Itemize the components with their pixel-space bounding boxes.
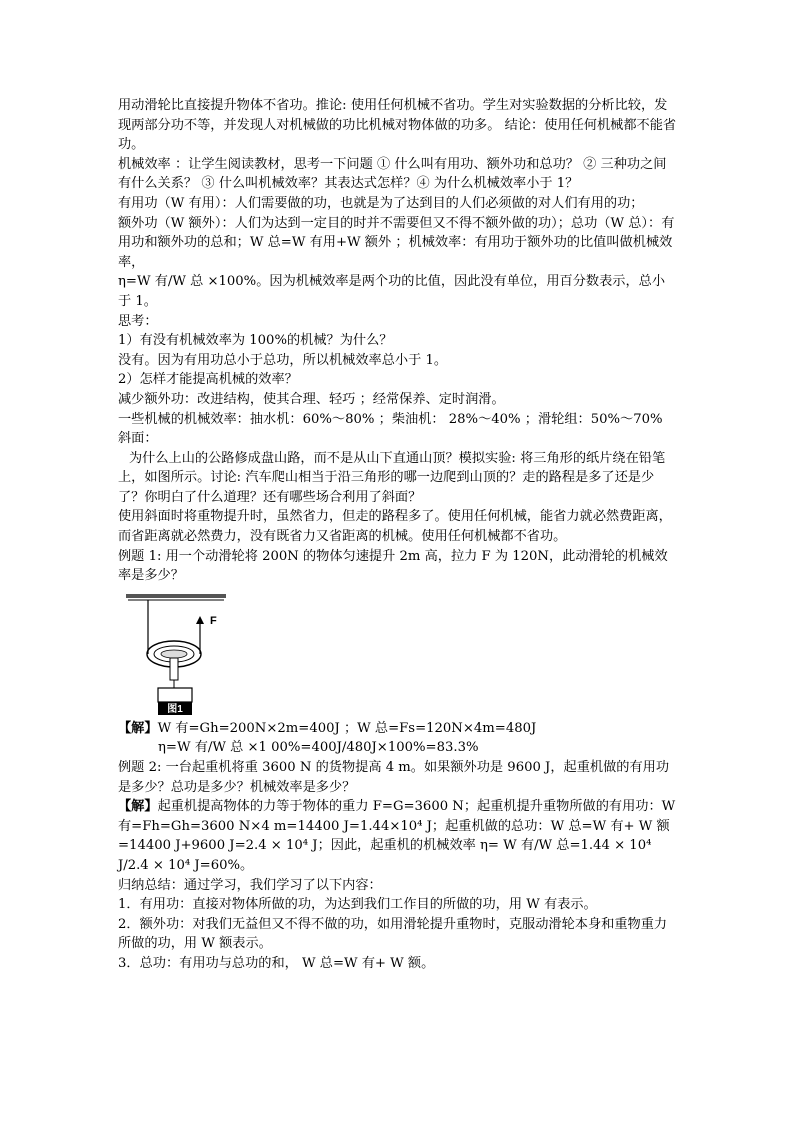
force-arrow bbox=[196, 616, 204, 624]
example-2: 例题 2: 一台起重机将重 3600 N 的货物提高 4 m。如果额外功是 9600 J，起重机做的有用功是多少？总功是多少？机械效率是多少？ bbox=[118, 760, 670, 795]
solution-label: 【解】 bbox=[118, 720, 158, 736]
incline-conclusion: 使用斜面时将重物提升时，虽然省力，但走的路程多了。使用任何机械，能省力就必然费距离，而省距离就必然费力，没有既省力又省距离的机械。使用任何机械都不省功。 bbox=[118, 509, 672, 545]
document-page bbox=[118, 96, 678, 974]
example-1: 例题 1: 用一个动滑轮将 200N 的物体匀速提升 2m 高，拉力 F 为 120N，此动滑轮的机械效率是多少？ bbox=[118, 548, 668, 584]
solution-1-line-2: η=W 有/W 总 ×1 00%=400J/480J×100%=83.3% bbox=[158, 740, 479, 756]
solution-2 bbox=[118, 797, 678, 875]
summary-item-1: 1．有用功：直接对物体所做的功，为达到我们工作目的所做的功，用 W 有表示。 bbox=[118, 897, 597, 913]
solution-2-body: 起重机提高物体的力等于物体的重力 F=G=3600 N；起重机提升重物所做的有用功：W 有=Fh=Gh=3600 N×4 m=14400 J=1.44×10⁴ J；起重机做的总功：W 总=W 有+ W 额=14400 J+9600 J=2.4 × 10⁴ J；因此，起重机的机械效率 η= W 有/W 总=1.44 × 10⁴ J/2.4 × 10⁴ J=60%。 bbox=[118, 799, 676, 873]
pulley-diagram bbox=[118, 592, 228, 717]
solution-label: 【解】 bbox=[118, 799, 158, 815]
paragraph-conclusion: 用动滑轮比直接提升物体不省功。推论: 使用任何机械不省功。学生对实验数据的分析比较，发现两部分功不等，并发现人对机械做的功比机械对物体做的功多。 结论：使用任何机械都不能省功。 bbox=[118, 98, 677, 153]
definition-extra-total-work: 额外功（W 额外）：人们为达到一定目的时并不需要但又不得不额外做的功）；总功（W 总）：有用功和额外功的总和；W 总=W 有用+W 额外 ；机械效率：有用功于额外功的比值叫做机械效率， bbox=[118, 215, 675, 270]
pulley-hook bbox=[170, 658, 178, 680]
force-label: F bbox=[210, 614, 217, 627]
summary-item-3: 3．总功：有用功与总功的和， W 总=W 有+ W 额。 bbox=[118, 955, 435, 971]
summary-heading: 归纳总结：通过学习，我们学习了以下内容： bbox=[118, 877, 382, 893]
solution-1-line-1 bbox=[118, 719, 678, 739]
answer-2: 减少额外功：改进结构，使其合理、轻巧 ；经常保养、定时润滑。 bbox=[118, 391, 505, 407]
figure-caption: 图1 bbox=[167, 703, 183, 715]
summary-item-2: 2．额外功：对我们无益但又不得不做的功，如用滑轮提升重物时，克服动滑轮本身和重物重力所做的功，用 W 额表示。 bbox=[118, 916, 668, 952]
question-2: 2）怎样才能提高机械的效率？ bbox=[118, 372, 298, 388]
incline-heading: 斜面： bbox=[118, 431, 158, 447]
question-1: 1）有没有机械效率为 100%的机械？为什么？ bbox=[118, 333, 393, 349]
incline-discussion: 为什么上山的公路修成盘山路，而不是从山下直通山顶？模拟实验: 将三角形的纸片绕在铅笔上，如图所示。讨论: 汽车爬山相当于沿三角形的哪一边爬到山顶的？走的路程是多了还是少了？你明白了什么道理？还有哪些场合利用了斜面？ bbox=[118, 450, 666, 505]
definition-useful-work: 有用功（W 有用）：人们需要做的功，也就是为了达到目的人们必须做的对人们有用的功； bbox=[118, 195, 644, 211]
paragraph-efficiency-questions: 机械效率 ：让学生阅读教材，思考一下问题 ① 什么叫有用功、额外功和总功？ ② 三种功之间有什么关系？ ③ 什么叫机械效率？其表达式怎样？④ 为什么机械效率小于 1？ bbox=[118, 156, 667, 192]
ceiling-bar bbox=[126, 594, 226, 598]
machine-efficiencies: 一些机械的机械效率：抽水机：60%～80% ；柴油机： 28%～40% ；滑轮组：50%～70% bbox=[118, 411, 663, 427]
efficiency-formula: η=W 有/W 总 ×100%。因为机械效率是两个功的比值，因此没有单位，用百分数表示，总小于 1。 bbox=[118, 274, 666, 309]
pulley-figure bbox=[118, 592, 678, 717]
answer-1: 没有。因为有用功总小于总功，所以机械效率总小于 1。 bbox=[118, 352, 448, 368]
solution-1-work: W 有=Gh=200N×2m=400J ；W 总=Fs=120N×4m=480J bbox=[157, 720, 537, 736]
weight-block bbox=[158, 688, 192, 702]
think-heading: 思考： bbox=[118, 313, 158, 329]
